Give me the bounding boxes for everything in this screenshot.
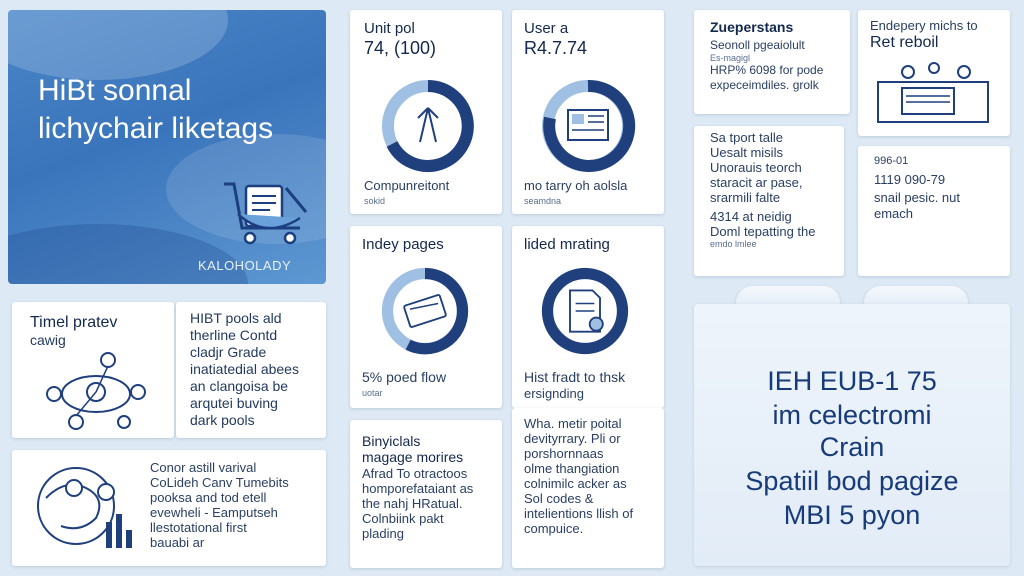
card-title: Unit pol [364, 20, 415, 37]
card-indey [350, 226, 502, 408]
card-text-line: staracit ar pase, [710, 175, 803, 190]
card-value: 74, (100) [364, 38, 437, 58]
card-unit [350, 10, 502, 214]
hero-title [38, 72, 326, 148]
card-conor [12, 450, 326, 566]
card-text-line: the nahj HRatual. [362, 496, 463, 511]
card-text-line: homporefataiant as [362, 481, 474, 496]
card-text-line: 4314 at neidig [710, 209, 792, 224]
card-text-line: pooksa and tod etell [150, 490, 267, 505]
card-text-line: compuice. [524, 521, 584, 536]
card-text-line: HRP% 6098 for pode [710, 63, 824, 77]
card-text-line: inatiatedial abees [190, 361, 299, 377]
panel-text-line: Spatiil bod pagize [745, 466, 959, 496]
card-caption: Compunreitont [364, 178, 450, 193]
card-text-line: Seonoll pgeaiolult [710, 38, 805, 52]
network-icon [36, 352, 156, 432]
card-text-line: 1119 090-79 [874, 172, 946, 187]
hero-title-line: lichychair liketags [38, 112, 274, 145]
card-subcaption: ersignding [524, 386, 584, 401]
card-title: lided mrating [524, 236, 610, 253]
card-endep [858, 10, 1010, 136]
card-text-line: HIBT pools ald [190, 310, 282, 326]
panel-text-line: im celectromi [772, 400, 932, 430]
card-text-line: dark pools [190, 412, 255, 428]
card-subtitle: cawig [30, 332, 66, 348]
card-text-line: CoLideh Canv Tumebits [150, 475, 289, 490]
panel-text-line: MBI 5 pyon [783, 500, 921, 530]
card-text-line: Conor astill varival [150, 460, 257, 475]
card-text-line: olme thangiation [524, 461, 620, 476]
panel-text-line: IEH EUB-1 75 [767, 366, 937, 396]
card-subcaption: sokid [364, 196, 386, 206]
card-user [512, 10, 664, 214]
card-text-line: evewheli - Eamputseh [150, 505, 278, 520]
document-ring-icon [540, 266, 630, 356]
summary-panel [694, 304, 1010, 566]
card-caption: 5% poed flow [362, 369, 447, 385]
card-title: magage morires [362, 449, 464, 465]
card-caption: mo tarry oh aolsla [524, 178, 628, 193]
card-text-line: plading [362, 526, 404, 541]
card-value: R4.7.74 [524, 38, 588, 58]
card-title: Binyiclals [362, 433, 421, 449]
card-title: Indey pages [362, 236, 444, 253]
card-text-line: emdo lmlee [710, 239, 757, 249]
card-title: Timel pratev [30, 314, 118, 331]
card-text-line: Sa tport talle [710, 130, 783, 145]
card-mid-right [694, 126, 844, 276]
card-text-line: 996-01 [874, 155, 909, 167]
screen-ring-icon [540, 78, 636, 174]
card-text-line: colnimilc acker as [524, 476, 627, 491]
hero-footer-label: KALOHOLADY [198, 258, 292, 273]
card-text-line: Doml tepatting the [710, 224, 816, 239]
panel-text-line: Crain [819, 432, 885, 462]
card-text-line: therline Contd [190, 327, 278, 343]
card-text-line: an clangoisa be [190, 378, 289, 394]
cloud-decoration [8, 10, 228, 80]
card-text-line: devityrrary. Pli or [524, 431, 621, 446]
card-text-line: Es-magigl [710, 53, 751, 63]
card-text-line: srarmili falte [710, 190, 781, 205]
card-title: Ret reboil [870, 34, 939, 51]
bus-window-icon [872, 60, 996, 130]
card-zuep [694, 10, 850, 114]
card-text-line: expeceimdiles. grolk [710, 78, 819, 92]
card-subcaption: uotar [362, 388, 383, 398]
card-text-line: snail pesic. nut [874, 190, 960, 205]
card-timel [12, 302, 174, 438]
folder-ring-icon [380, 266, 470, 356]
card-right-small [858, 146, 1010, 276]
card-wha [512, 408, 664, 568]
card-text-line: Afrad To otractoos [362, 466, 468, 481]
card-text-line: emach [874, 206, 914, 221]
card-text-line: intelientions llish of [524, 506, 634, 521]
card-text-line: porshornnaas [524, 446, 604, 461]
card-title: Zueperstans [710, 19, 794, 35]
hero-banner [8, 10, 326, 284]
hero-title-line: HiBt sonnal [38, 74, 192, 107]
card-text-line: Unorauis teorch [710, 160, 802, 175]
card-text-line: llestotational first [150, 520, 247, 535]
card-text-line: Sol codes & [524, 491, 594, 506]
card-title: Endepery michs to [870, 18, 978, 33]
card-text-line: Uesalt misils [710, 145, 783, 160]
card-text-line: cladjr Grade [190, 344, 267, 360]
cart-document-icon [216, 178, 314, 248]
arrow-ring-icon [380, 78, 476, 174]
globe-chart-icon [26, 458, 146, 558]
card-text-line: arqutei buving [190, 395, 278, 411]
card-caption: Hist fradt to thsk [524, 369, 626, 385]
card-subcaption: seamdna [524, 196, 562, 206]
card-text-line: Wha. metir poital [524, 416, 622, 431]
card-hibt [176, 302, 326, 438]
card-title: User a [524, 20, 569, 37]
card-biny [350, 420, 502, 568]
card-lided [512, 226, 664, 408]
card-text-line: bauabi ar [150, 535, 205, 550]
card-text-line: Colnbiink pakt [362, 511, 444, 526]
